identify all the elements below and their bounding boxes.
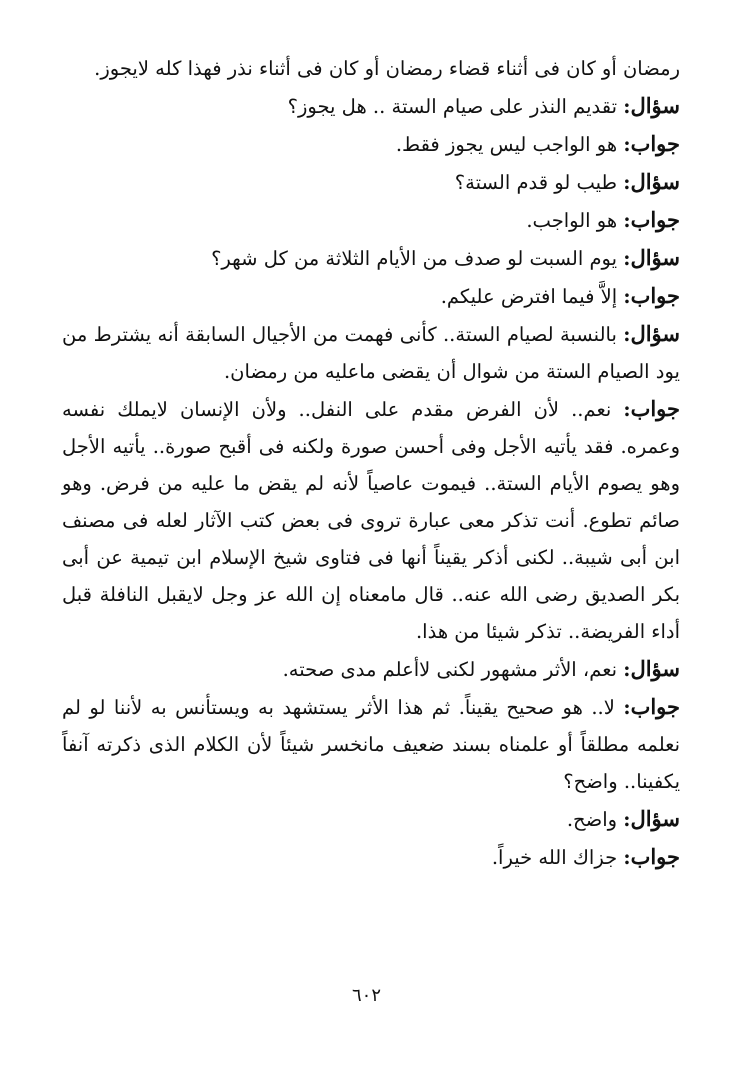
speaker-separator: : [623, 398, 631, 421]
opening-text: رمضان أو كان فى أثناء قضاء رمضان أو كان فى أثناء نذر فهذا كله لايجوز. [94, 57, 680, 80]
dialogue-entry-answer [62, 688, 680, 800]
dialogue-text: نعم، الأثر مشهور لكنى لاأعلم مدى صحته. [282, 658, 618, 681]
dialogue-entry-question [62, 239, 680, 277]
dialogue-entry-question [62, 315, 680, 390]
dialogue-text: نعم.. لأن الفرض مقدم على النفل.. ولأن الإنسان لايملك نفسه وعمره. فقد يأتيه الأجل وفى أحسن صورة ولكنه فى أقبح صورة.. يأتيه الأجل وهو يصوم الأيام الستة.. فيموت عاصياً لأنه لم يقض ما عليه من فرض. وهو صائم تطوع. أنت تذكر معى عبارة تروى فى بعض كتب الآثار لعله فى مصنف ابن أبى شيبة.. لكنى أذكر يقيناً أنها فى فتاوى شيخ الإسلام ابن تيمية عن أبى بكر الصديق رضى الله عنه.. قال مامعناه إن الله عز وجل لايقبل النافلة قبل أداء الفريضة.. تذكر شيئا من هذا. [62, 398, 680, 643]
dialogue-text: طيب لو قدم الستة؟ [454, 171, 618, 194]
dialogue-text: هو الواجب. [526, 209, 618, 232]
opening-paragraph [62, 50, 680, 87]
speaker-label-question: سؤال [630, 93, 680, 118]
speaker-separator: : [623, 808, 631, 831]
dialogue-entry-answer [62, 838, 680, 876]
speaker-label-question: سؤال [630, 656, 680, 681]
speaker-label-question: سؤال [630, 321, 680, 346]
speaker-separator: : [623, 171, 631, 194]
speaker-label-question: سؤال [630, 806, 680, 831]
dialogue-text: بالنسبة لصيام الستة.. كأنى فهمت من الأجيال السابقة أنه يشترط من يود الصيام الستة من شوال أن يقضى ماعليه من رمضان. [62, 323, 680, 383]
speaker-label-answer: جواب [630, 283, 680, 308]
speaker-separator: : [623, 658, 631, 681]
speaker-label-answer: جواب [630, 844, 680, 869]
speaker-label-answer: جواب [630, 131, 680, 156]
dialogue-text: تقديم النذر على صيام الستة .. هل يجوز؟ [287, 95, 618, 118]
dialogue-text: هو الواجب ليس يجوز فقط. [395, 133, 618, 156]
speaker-label-answer: جواب [630, 207, 680, 232]
dialogue-text: إلاَّ فيما افترض عليكم. [440, 285, 618, 308]
dialogue-entry-question [62, 163, 680, 201]
speaker-separator: : [623, 133, 631, 156]
dialogue-text: لا.. هو صحيح يقيناً. ثم هذا الأثر يستشهد به ويستأنس به لأننا لو لم نعلمه مطلقاً أو علمناه بسند ضعيف مانخسر شيئاً لأن الكلام الذى ذكرته آنفاً يكفينا.. واضح؟ [62, 696, 680, 793]
dialogue-entry-question [62, 650, 680, 688]
speaker-separator: : [623, 323, 631, 346]
dialogue-entry-answer [62, 390, 680, 650]
speaker-separator: : [623, 285, 631, 308]
speaker-separator: : [623, 247, 631, 270]
dialogue-text: جزاك الله خيراً. [491, 846, 618, 869]
document-page [62, 50, 680, 876]
speaker-label-answer: جواب [630, 694, 681, 719]
dialogue-entry-answer [62, 277, 680, 315]
page-number: ٦٠٢ [351, 985, 381, 1006]
speaker-separator: : [623, 95, 631, 118]
speaker-label-question: سؤال [630, 169, 680, 194]
speaker-label-answer: جواب [630, 396, 680, 421]
dialogue-text: واضح. [566, 808, 618, 831]
dialogue-text: يوم السبت لو صدف من الأيام الثلاثة من كل شهر؟ [211, 247, 618, 270]
dialogue-entry-question [62, 87, 680, 125]
speaker-separator: : [623, 209, 631, 232]
speaker-separator: : [623, 846, 631, 869]
dialogue-entry-answer [62, 201, 680, 239]
speaker-separator: : [623, 696, 631, 719]
dialogue-entry-answer [62, 125, 680, 163]
dialogue-entry-question [62, 800, 680, 838]
speaker-label-question: سؤال [630, 245, 680, 270]
